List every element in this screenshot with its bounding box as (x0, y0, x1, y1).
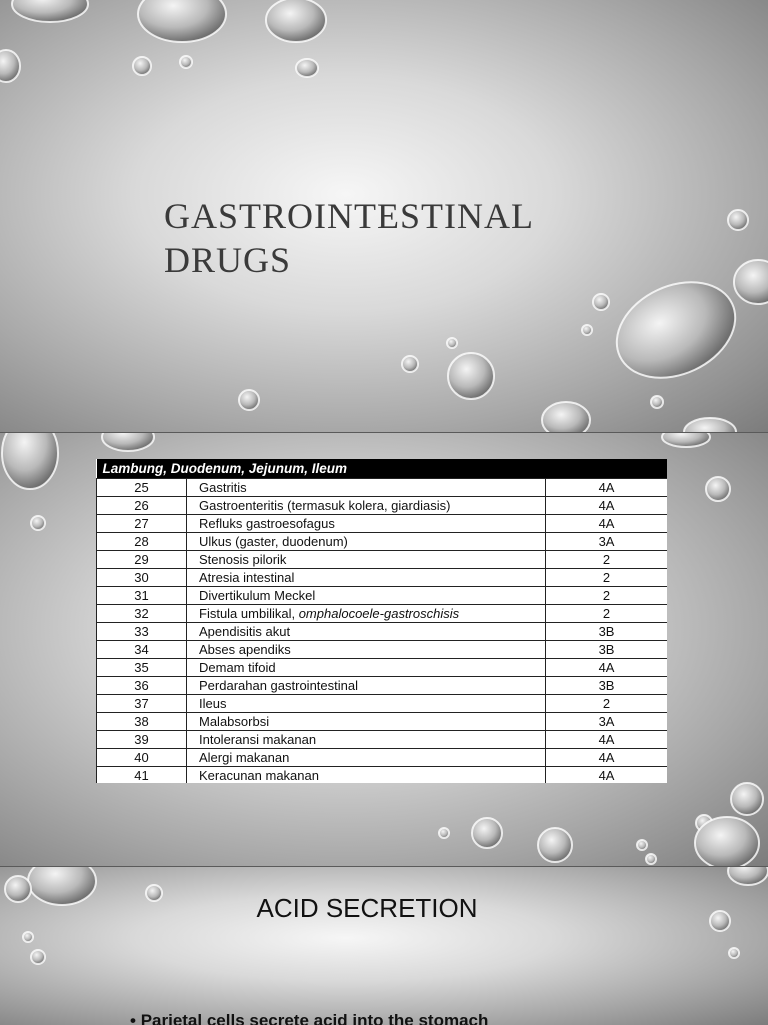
slide-title (164, 194, 534, 282)
row-number: 28 (97, 533, 187, 551)
row-number: 29 (97, 551, 187, 569)
water-drops-decoration (0, 867, 768, 1025)
row-number: 40 (97, 749, 187, 767)
row-number: 25 (97, 479, 187, 497)
row-level: 4A (546, 731, 667, 749)
row-number: 26 (97, 497, 187, 515)
row-number: 27 (97, 515, 187, 533)
table-row (97, 587, 668, 605)
table-row (97, 605, 668, 623)
table-row (97, 515, 668, 533)
row-level: 4A (546, 749, 667, 767)
table-header-row (97, 459, 668, 479)
slide-title: ACID SECRETION (256, 893, 478, 923)
row-number: 33 (97, 623, 187, 641)
row-disease: Perdarahan gastrointestinal (187, 677, 546, 695)
table-slide (0, 432, 768, 866)
row-level: 3B (546, 641, 667, 659)
row-number: 32 (97, 605, 187, 623)
row-disease: Ileus (187, 695, 546, 713)
table-row (97, 767, 668, 784)
row-level: 2 (546, 551, 667, 569)
row-disease: Stenosis pilorik (187, 551, 546, 569)
row-number: 38 (97, 713, 187, 731)
row-number: 31 (97, 587, 187, 605)
title-line-1: GASTROINTESTINAL (164, 196, 534, 236)
row-disease: Apendisitis akut (187, 623, 546, 641)
row-level: 2 (546, 695, 667, 713)
table-row (97, 641, 668, 659)
table-header-label: Lambung, Duodenum, Jejunum, Ileum (97, 459, 546, 479)
row-level: 4A (546, 479, 667, 497)
row-disease: Gastritis (187, 479, 546, 497)
row-disease: Malabsorbsi (187, 713, 546, 731)
row-disease-plain: Fistula umbilikal, (199, 606, 299, 621)
acid-secretion-slide (0, 866, 768, 1025)
table-row (97, 695, 668, 713)
table-row (97, 713, 668, 731)
row-level: 4A (546, 497, 667, 515)
row-level: 2 (546, 569, 667, 587)
table-row (97, 731, 668, 749)
row-number: 37 (97, 695, 187, 713)
row-disease: Keracunan makanan (187, 767, 546, 784)
bullet-item: • Parietal cells secrete acid into the stomach (130, 1011, 488, 1025)
table-row (97, 533, 668, 551)
row-number: 36 (97, 677, 187, 695)
row-number: 30 (97, 569, 187, 587)
row-level: 3A (546, 533, 667, 551)
row-number: 39 (97, 731, 187, 749)
row-number: 35 (97, 659, 187, 677)
row-disease: Intoleransi makanan (187, 731, 546, 749)
row-disease (187, 605, 546, 623)
competency-table (96, 459, 667, 783)
table-row (97, 479, 668, 497)
row-disease: Alergi makanan (187, 749, 546, 767)
row-level: 3A (546, 713, 667, 731)
row-disease: Refluks gastroesofagus (187, 515, 546, 533)
row-level: 3B (546, 677, 667, 695)
table-header-blank (546, 459, 667, 479)
table-row (97, 569, 668, 587)
row-level: 4A (546, 767, 667, 784)
row-disease: Divertikulum Meckel (187, 587, 546, 605)
table-row (97, 749, 668, 767)
row-number: 41 (97, 767, 187, 784)
table-row (97, 659, 668, 677)
bullet-text: Parietal cells secrete acid into the stomach (140, 1011, 489, 1025)
row-disease: Demam tifoid (187, 659, 546, 677)
row-disease: Ulkus (gaster, duodenum) (187, 533, 546, 551)
row-disease-italic: omphalocoele-gastroschisis (298, 606, 460, 621)
row-level: 2 (546, 587, 667, 605)
table-row (97, 551, 668, 569)
table-row (97, 677, 668, 695)
row-disease: Abses apendiks (187, 641, 546, 659)
competency-table-image (96, 459, 667, 783)
title-slide (0, 0, 768, 432)
row-level: 2 (546, 605, 667, 623)
row-level: 4A (546, 659, 667, 677)
row-level: 3B (546, 623, 667, 641)
table-row (97, 497, 668, 515)
table-row (97, 623, 668, 641)
row-disease: Gastroenteritis (termasuk kolera, giardiasis) (187, 497, 546, 515)
row-level: 4A (546, 515, 667, 533)
row-number: 34 (97, 641, 187, 659)
title-line-2: DRUGS (164, 240, 292, 280)
row-disease: Atresia intestinal (187, 569, 546, 587)
